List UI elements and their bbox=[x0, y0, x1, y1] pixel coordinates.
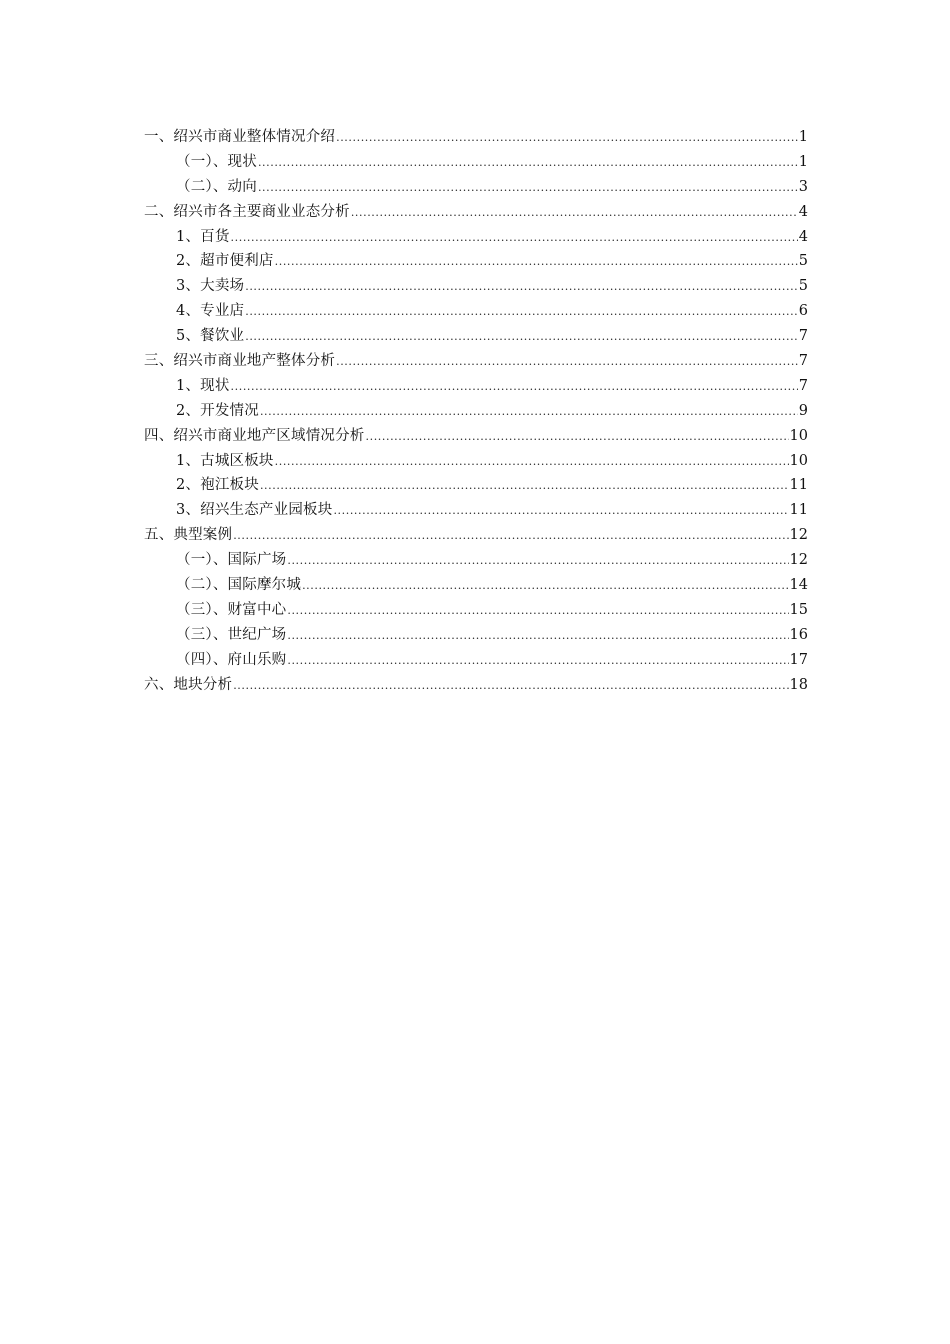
toc-entry-title: （四）、府山乐购 bbox=[176, 651, 287, 668]
toc-entry-page: 5 bbox=[798, 278, 808, 295]
toc-entry-title: （一）、现状 bbox=[176, 153, 257, 170]
toc-entry-page: 11 bbox=[789, 502, 808, 519]
toc-entry-title: （一）、国际广场 bbox=[176, 552, 287, 569]
toc-entry-page: 9 bbox=[798, 402, 808, 419]
table-of-contents bbox=[144, 125, 808, 697]
toc-dot-leader bbox=[231, 226, 798, 251]
toc-entry-page: 10 bbox=[789, 427, 808, 444]
toc-entry[interactable] bbox=[144, 548, 808, 573]
toc-entry[interactable] bbox=[144, 299, 808, 324]
toc-entry[interactable] bbox=[144, 399, 808, 424]
toc-dot-leader bbox=[233, 524, 788, 549]
toc-entry-title: 2、开发情况 bbox=[176, 402, 259, 419]
toc-entry-page: 6 bbox=[798, 303, 808, 320]
toc-entry-title: 四、绍兴市商业地产区域情况分析 bbox=[144, 427, 365, 444]
toc-entry[interactable] bbox=[144, 573, 808, 598]
toc-dot-leader bbox=[245, 325, 798, 350]
toc-dot-leader bbox=[336, 126, 798, 151]
toc-entry-page: 12 bbox=[789, 552, 808, 569]
toc-entry-title: （二）、国际摩尔城 bbox=[176, 577, 302, 594]
toc-entry-title: 5、餐饮业 bbox=[176, 328, 245, 345]
toc-entry[interactable] bbox=[144, 249, 808, 274]
toc-entry[interactable] bbox=[144, 673, 808, 698]
toc-entry[interactable] bbox=[144, 150, 808, 175]
toc-entry[interactable] bbox=[144, 424, 808, 449]
toc-entry-title: 五、典型案例 bbox=[144, 527, 233, 544]
toc-dot-leader bbox=[245, 300, 798, 325]
toc-entry-page: 4 bbox=[798, 228, 808, 245]
toc-dot-leader bbox=[233, 674, 788, 699]
toc-dot-leader bbox=[245, 275, 798, 300]
toc-entry-title: 三、绍兴市商业地产整体分析 bbox=[144, 353, 336, 370]
toc-entry-title: 1、现状 bbox=[176, 377, 230, 394]
toc-dot-leader bbox=[366, 425, 789, 450]
toc-entry-page: 1 bbox=[798, 129, 808, 145]
toc-entry[interactable] bbox=[144, 449, 808, 474]
toc-entry-title: 3、大卖场 bbox=[176, 278, 245, 295]
toc-entry-page: 14 bbox=[789, 577, 808, 594]
toc-entry-page: 11 bbox=[789, 477, 808, 494]
toc-dot-leader bbox=[351, 201, 798, 226]
toc-entry[interactable] bbox=[144, 125, 808, 150]
toc-dot-leader bbox=[258, 151, 798, 176]
toc-dot-leader bbox=[302, 574, 788, 599]
toc-dot-leader bbox=[258, 176, 798, 201]
toc-entry[interactable] bbox=[144, 200, 808, 225]
toc-entry-title: 2、超市便利店 bbox=[176, 253, 274, 270]
toc-dot-leader bbox=[275, 250, 798, 275]
toc-entry-page: 7 bbox=[798, 377, 808, 394]
toc-dot-leader bbox=[260, 400, 798, 425]
toc-dot-leader bbox=[275, 450, 789, 475]
toc-entry-page: 7 bbox=[798, 328, 808, 345]
toc-entry[interactable] bbox=[144, 498, 808, 523]
toc-dot-leader bbox=[287, 624, 788, 649]
toc-entry-title: 二、绍兴市各主要商业业态分析 bbox=[144, 203, 350, 220]
toc-entry-title: 六、地块分析 bbox=[144, 676, 233, 693]
toc-entry-page: 16 bbox=[789, 626, 808, 643]
toc-entry-title: 1、古城区板块 bbox=[176, 452, 274, 469]
toc-entry[interactable] bbox=[144, 324, 808, 349]
toc-entry[interactable] bbox=[144, 175, 808, 200]
toc-entry-page: 18 bbox=[789, 676, 808, 693]
toc-dot-leader bbox=[287, 649, 788, 674]
toc-entry[interactable] bbox=[144, 623, 808, 648]
toc-dot-leader bbox=[260, 474, 789, 499]
toc-entry-title: 2、袍江板块 bbox=[176, 477, 259, 494]
toc-entry[interactable] bbox=[144, 648, 808, 673]
toc-entry[interactable] bbox=[144, 473, 808, 498]
toc-entry-page: 7 bbox=[798, 353, 808, 370]
toc-entry-title: 一、绍兴市商业整体情况介绍 bbox=[144, 129, 336, 145]
toc-entry-title: 1、百货 bbox=[176, 228, 230, 245]
toc-entry-title: （二）、动向 bbox=[176, 178, 257, 195]
toc-dot-leader bbox=[287, 549, 788, 574]
toc-entry-page: 1 bbox=[798, 153, 808, 170]
toc-entry[interactable] bbox=[144, 523, 808, 548]
toc-dot-leader bbox=[336, 350, 798, 375]
toc-dot-leader bbox=[333, 499, 788, 524]
toc-entry-page: 12 bbox=[789, 527, 808, 544]
toc-entry-title: 4、专业店 bbox=[176, 303, 245, 320]
toc-entry-page: 17 bbox=[789, 651, 808, 668]
toc-entry-page: 4 bbox=[798, 203, 808, 220]
toc-entry-page: 5 bbox=[798, 253, 808, 270]
toc-entry-page: 3 bbox=[798, 178, 808, 195]
toc-entry-title: （三）、世纪广场 bbox=[176, 626, 287, 643]
toc-entry[interactable] bbox=[144, 598, 808, 623]
toc-dot-leader bbox=[287, 599, 788, 624]
toc-dot-leader bbox=[231, 375, 798, 400]
toc-entry-title: 3、绍兴生态产业园板块 bbox=[176, 502, 333, 519]
toc-entry[interactable] bbox=[144, 225, 808, 250]
toc-entry-page: 15 bbox=[789, 601, 808, 618]
toc-entry-page: 10 bbox=[789, 452, 808, 469]
toc-entry[interactable] bbox=[144, 349, 808, 374]
toc-entry[interactable] bbox=[144, 374, 808, 399]
toc-entry[interactable] bbox=[144, 274, 808, 299]
toc-entry-title: （三）、财富中心 bbox=[176, 601, 287, 618]
